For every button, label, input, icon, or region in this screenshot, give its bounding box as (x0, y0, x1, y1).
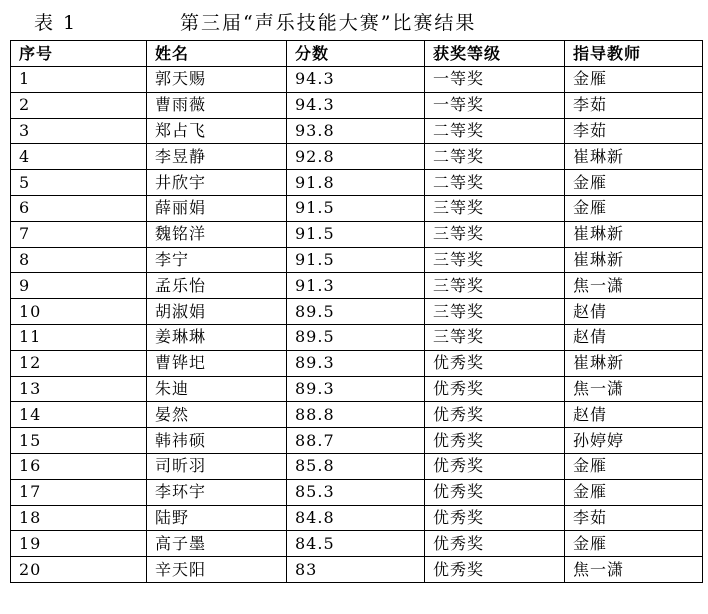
table-row (11, 144, 703, 170)
table-row (11, 402, 703, 428)
cell-name: 曹雨薇 (147, 92, 287, 118)
table-row (11, 505, 703, 531)
cell-name: 胡淑娟 (147, 299, 287, 325)
cell-instructor: 金雁 (565, 453, 703, 479)
cell-award-level: 三等奖 (425, 299, 565, 325)
column-header-index: 序号 (11, 41, 147, 67)
cell-index: 20 (11, 557, 147, 583)
cell-name: 薛丽娟 (147, 195, 287, 221)
cell-award-level: 优秀奖 (425, 402, 565, 428)
cell-score: 94.3 (287, 67, 425, 93)
cell-score: 92.8 (287, 144, 425, 170)
results-table (10, 40, 703, 583)
cell-instructor: 李茹 (565, 92, 703, 118)
cell-award-level: 优秀奖 (425, 557, 565, 583)
cell-index: 19 (11, 531, 147, 557)
table-number-label: 表 1 (34, 12, 78, 34)
cell-score: 84.8 (287, 505, 425, 531)
cell-score: 94.3 (287, 92, 425, 118)
cell-instructor: 赵倩 (565, 402, 703, 428)
table-row (11, 247, 703, 273)
table-caption (0, 0, 708, 40)
column-header-instructor: 指导教师 (565, 41, 703, 67)
cell-index: 8 (11, 247, 147, 273)
table-row (11, 170, 703, 196)
cell-name: 陆野 (147, 505, 287, 531)
cell-name: 井欣宇 (147, 170, 287, 196)
cell-index: 14 (11, 402, 147, 428)
cell-name: 高子墨 (147, 531, 287, 557)
cell-instructor: 赵倩 (565, 324, 703, 350)
cell-index: 2 (11, 92, 147, 118)
cell-score: 89.3 (287, 350, 425, 376)
cell-index: 15 (11, 428, 147, 454)
cell-award-level: 三等奖 (425, 195, 565, 221)
column-header-score: 分数 (287, 41, 425, 67)
table-row (11, 324, 703, 350)
cell-score: 91.3 (287, 273, 425, 299)
cell-name: 孟乐怡 (147, 273, 287, 299)
cell-index: 6 (11, 195, 147, 221)
cell-name: 司昕羽 (147, 453, 287, 479)
cell-index: 16 (11, 453, 147, 479)
cell-name: 李环宇 (147, 479, 287, 505)
cell-name: 姜琳琳 (147, 324, 287, 350)
cell-name: 晏然 (147, 402, 287, 428)
cell-index: 11 (11, 324, 147, 350)
cell-award-level: 三等奖 (425, 221, 565, 247)
column-header-name: 姓名 (147, 41, 287, 67)
cell-index: 5 (11, 170, 147, 196)
cell-index: 10 (11, 299, 147, 325)
cell-score: 85.8 (287, 453, 425, 479)
cell-instructor: 金雁 (565, 195, 703, 221)
cell-name: 郑占飞 (147, 118, 287, 144)
cell-instructor: 焦一潇 (565, 557, 703, 583)
cell-index: 13 (11, 376, 147, 402)
table-title: 第三届“声乐技能大赛”比赛结果 (180, 12, 477, 34)
cell-index: 17 (11, 479, 147, 505)
table-body (11, 67, 703, 583)
cell-instructor: 金雁 (565, 531, 703, 557)
cell-instructor: 崔琳新 (565, 144, 703, 170)
cell-index: 3 (11, 118, 147, 144)
cell-score: 88.8 (287, 402, 425, 428)
cell-instructor: 金雁 (565, 67, 703, 93)
table-row (11, 299, 703, 325)
cell-index: 1 (11, 67, 147, 93)
cell-score: 89.5 (287, 324, 425, 350)
table-row (11, 376, 703, 402)
cell-score: 91.5 (287, 221, 425, 247)
table-row (11, 92, 703, 118)
cell-award-level: 优秀奖 (425, 376, 565, 402)
cell-score: 91.8 (287, 170, 425, 196)
cell-name: 韩祎硕 (147, 428, 287, 454)
table-row (11, 195, 703, 221)
cell-instructor: 金雁 (565, 479, 703, 505)
cell-index: 12 (11, 350, 147, 376)
cell-score: 91.5 (287, 195, 425, 221)
cell-award-level: 优秀奖 (425, 531, 565, 557)
cell-award-level: 三等奖 (425, 324, 565, 350)
cell-award-level: 二等奖 (425, 170, 565, 196)
cell-name: 李昱静 (147, 144, 287, 170)
cell-award-level: 一等奖 (425, 92, 565, 118)
table-row (11, 428, 703, 454)
cell-award-level: 二等奖 (425, 144, 565, 170)
cell-award-level: 优秀奖 (425, 453, 565, 479)
cell-score: 91.5 (287, 247, 425, 273)
cell-award-level: 二等奖 (425, 118, 565, 144)
table-row (11, 350, 703, 376)
cell-score: 89.5 (287, 299, 425, 325)
table-header-row (11, 41, 703, 67)
column-header-award-level: 获奖等级 (425, 41, 565, 67)
cell-index: 4 (11, 144, 147, 170)
table-row (11, 557, 703, 583)
cell-index: 18 (11, 505, 147, 531)
cell-instructor: 李茹 (565, 118, 703, 144)
table-row (11, 479, 703, 505)
table-row (11, 531, 703, 557)
cell-score: 88.7 (287, 428, 425, 454)
cell-instructor: 崔琳新 (565, 350, 703, 376)
cell-index: 9 (11, 273, 147, 299)
table-row (11, 453, 703, 479)
cell-award-level: 三等奖 (425, 247, 565, 273)
table-row (11, 118, 703, 144)
table-row (11, 221, 703, 247)
cell-award-level: 优秀奖 (425, 505, 565, 531)
cell-name: 李宁 (147, 247, 287, 273)
table-row (11, 67, 703, 93)
cell-instructor: 赵倩 (565, 299, 703, 325)
table-row (11, 273, 703, 299)
cell-instructor: 孙婷婷 (565, 428, 703, 454)
cell-name: 朱迪 (147, 376, 287, 402)
cell-name: 郭天赐 (147, 67, 287, 93)
cell-instructor: 金雁 (565, 170, 703, 196)
cell-award-level: 三等奖 (425, 273, 565, 299)
cell-instructor: 崔琳新 (565, 247, 703, 273)
cell-score: 84.5 (287, 531, 425, 557)
cell-name: 曹铧圯 (147, 350, 287, 376)
cell-award-level: 优秀奖 (425, 350, 565, 376)
cell-award-level: 优秀奖 (425, 428, 565, 454)
cell-score: 89.3 (287, 376, 425, 402)
cell-score: 93.8 (287, 118, 425, 144)
cell-instructor: 焦一潇 (565, 273, 703, 299)
cell-score: 85.3 (287, 479, 425, 505)
cell-index: 7 (11, 221, 147, 247)
cell-score: 83 (287, 557, 425, 583)
cell-award-level: 优秀奖 (425, 479, 565, 505)
cell-award-level: 一等奖 (425, 67, 565, 93)
cell-name: 辛天阳 (147, 557, 287, 583)
cell-instructor: 焦一潇 (565, 376, 703, 402)
cell-instructor: 李茹 (565, 505, 703, 531)
cell-instructor: 崔琳新 (565, 221, 703, 247)
cell-name: 魏铭洋 (147, 221, 287, 247)
